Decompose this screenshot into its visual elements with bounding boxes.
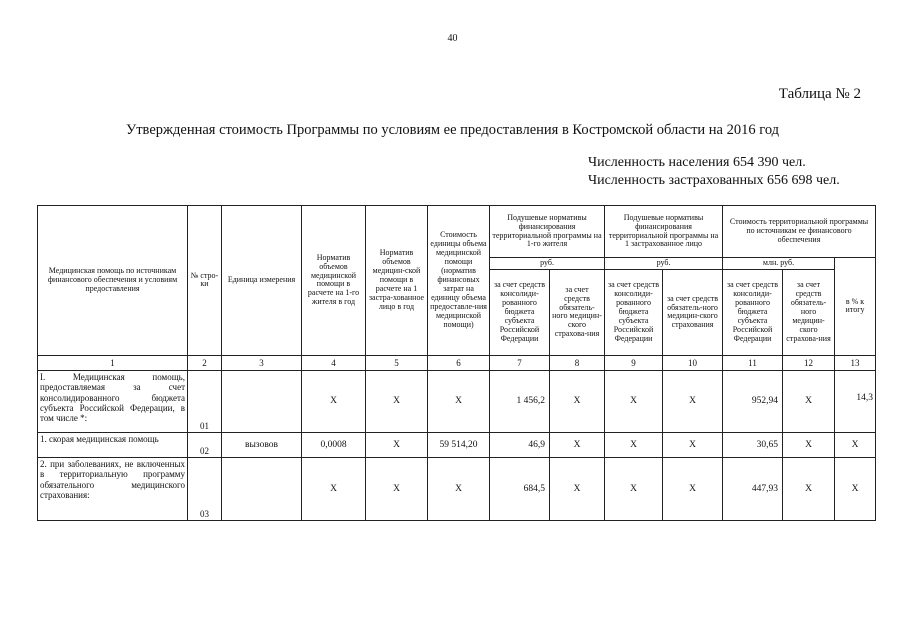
table-row bbox=[38, 458, 876, 521]
header-assistance-type: Медицинская помощь по источникам финансового обеспечения и условиям предоставления bbox=[38, 206, 188, 356]
cell-value: X bbox=[663, 458, 723, 521]
col-number: 9 bbox=[605, 355, 663, 370]
cell-value: X bbox=[550, 458, 605, 521]
cell-percent: 14,3 bbox=[835, 371, 876, 433]
cell-value: X bbox=[783, 458, 835, 521]
table-row bbox=[38, 371, 876, 433]
col-number: 10 bbox=[663, 355, 723, 370]
header-unit-cost: Стоимость единицы объема медицинской помощи (норматив финансовых затрат на единицу объема предоставле-ния медицинской помощи) bbox=[428, 206, 490, 356]
cell-value: X bbox=[783, 371, 835, 433]
header-per-insured-group: Подушевые нормативы финансирования территориальной программы на 1 застрахованное лицо bbox=[605, 206, 723, 258]
row-code: 03 bbox=[188, 458, 222, 521]
cell-percent: X bbox=[835, 433, 876, 458]
sub-oms-insured: за счет средств обязатель-ного медицин-ского страхования bbox=[663, 269, 723, 355]
cell-value: 684,5 bbox=[490, 458, 550, 521]
cell-value: 0,0008 bbox=[302, 433, 366, 458]
cell-value: X bbox=[605, 458, 663, 521]
sub-budget-insured: за счет средств консолиди-рованного бюджета субъекта Российской Федерации bbox=[605, 269, 663, 355]
row-unit bbox=[222, 371, 302, 433]
header-row-number: № стро-ки bbox=[188, 206, 222, 356]
row-name: I. Медицинская помощь, предоставляемая за счет консолидированного бюджета субъекта Российской Федерации, в том числе *: bbox=[38, 371, 188, 433]
cell-value: X bbox=[783, 433, 835, 458]
header-program-cost-group: Стоимость территориальной программы по источникам ее финансового обеспечения bbox=[723, 206, 876, 258]
col-number: 3 bbox=[222, 355, 302, 370]
sub-oms-resident: за счет средств обязатель-ного медицин-ского страхова-ния bbox=[550, 269, 605, 355]
sub-oms-cost: за счет средств обязатель-ного медицин-ского страхова-ния bbox=[783, 269, 835, 355]
col-number: 7 bbox=[490, 355, 550, 370]
cell-value: 30,65 bbox=[723, 433, 783, 458]
cell-value: 59 514,20 bbox=[428, 433, 490, 458]
cell-value: 952,94 bbox=[723, 371, 783, 433]
cell-value: X bbox=[663, 433, 723, 458]
unit-mln-rub: млн. руб. bbox=[723, 258, 835, 270]
col-number: 2 bbox=[188, 355, 222, 370]
cell-value: X bbox=[428, 371, 490, 433]
header-unit: Единица измерения bbox=[222, 206, 302, 356]
col-number: 6 bbox=[428, 355, 490, 370]
sub-budget-resident: за счет средств консолиди-рованного бюджета субъекта Российской Федерации bbox=[490, 269, 550, 355]
cell-percent: X bbox=[835, 458, 876, 521]
col-number: 5 bbox=[366, 355, 428, 370]
page-number: 40 bbox=[447, 33, 458, 44]
col-number: 4 bbox=[302, 355, 366, 370]
col-number: 8 bbox=[550, 355, 605, 370]
col-number: 12 bbox=[783, 355, 835, 370]
header-percent-total: в % к итогу bbox=[835, 258, 876, 356]
row-code: 01 bbox=[188, 371, 222, 433]
cell-value: X bbox=[366, 371, 428, 433]
cell-value: X bbox=[605, 371, 663, 433]
cell-value: 46,9 bbox=[490, 433, 550, 458]
row-unit bbox=[222, 458, 302, 521]
document-title: Утвержденная стоимость Программы по условиям ее предоставления в Костромской области на 2016 год bbox=[125, 122, 780, 138]
col-number: 11 bbox=[723, 355, 783, 370]
cell-value: X bbox=[302, 458, 366, 521]
cell-value: 447,93 bbox=[723, 458, 783, 521]
cell-value: X bbox=[663, 371, 723, 433]
cell-value: X bbox=[550, 371, 605, 433]
insured-count: Численность застрахованных 656 698 чел. bbox=[588, 173, 840, 188]
row-name: 2. при заболеваниях, не включенных в территориальную программу обязательного медицинского страхования: bbox=[38, 458, 188, 521]
header-per-resident-group: Подушевые нормативы финансирования территориальной программы на 1-го жителя bbox=[490, 206, 605, 258]
column-number-row bbox=[38, 355, 876, 370]
cell-value: X bbox=[366, 458, 428, 521]
cost-table bbox=[37, 205, 876, 521]
table-label: Таблица № 2 bbox=[778, 86, 861, 102]
population-count: Численность населения 654 390 чел. bbox=[588, 155, 806, 170]
cell-value: 1 456,2 bbox=[490, 371, 550, 433]
header-volume-per-insured: Норматив объемов медицин-ской помощи в расчете на 1 застра-хованное лицо в год bbox=[366, 206, 428, 356]
col-number: 1 bbox=[38, 355, 188, 370]
row-code: 02 bbox=[188, 433, 222, 458]
cell-value: X bbox=[605, 433, 663, 458]
cell-value: X bbox=[428, 458, 490, 521]
unit-rub-2: руб. bbox=[605, 258, 723, 270]
table-row bbox=[38, 433, 876, 458]
header-volume-per-resident: Норматив объемов медицинской помощи в расчете на 1-го жителя в год bbox=[302, 206, 366, 356]
row-unit: вызовов bbox=[222, 433, 302, 458]
row-name: 1. скорая медицинская помощь bbox=[38, 433, 188, 458]
col-number: 13 bbox=[835, 355, 876, 370]
sub-budget-cost: за счет средств консолиди-рованного бюджета субъекта Российской Федерации bbox=[723, 269, 783, 355]
cell-value: X bbox=[366, 433, 428, 458]
cell-value: X bbox=[302, 371, 366, 433]
unit-rub-1: руб. bbox=[490, 258, 605, 270]
cell-value: X bbox=[550, 433, 605, 458]
